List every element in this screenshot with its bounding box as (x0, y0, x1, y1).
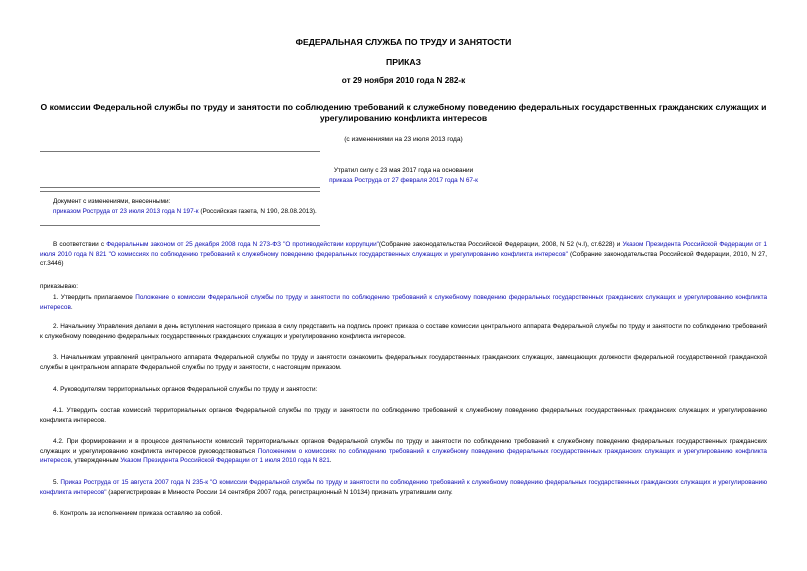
decree-821-link[interactable]: Указом Президента Российской Федерации от 1 июля 2010 года N 821 (120, 457, 330, 465)
amendments-note: (с изменениями на 23 июля 2013 года) (344, 136, 463, 143)
item-1: 1. Утвердить прилагаемое Положение о комиссии Федеральной службы по труду и занятости по соблюдению требований к служебному поведению федеральных государственных гражданских служащих и урегулированию конфликта интересов. (40, 294, 767, 311)
presidential-decree-link[interactable]: Указом Президента Российской Федерации от 1 июля 2010 года N 821 "О комиссиях по соблюдению требований к служебному поведению федеральных государственных служащих и урегулированию конфликта интересов" (40, 241, 767, 258)
federal-law-link[interactable]: Федеральным законом от 25 декабря 2008 года N 273-ФЗ "О противодействии коррупции" (106, 241, 379, 248)
divider (40, 225, 320, 226)
item-3: 3. Начальникам управлений центрального аппарата Федеральной службы по труду и занятости ознакомить федеральных государственных гражданских служащих, замещающих должности федеральной государственной гражданской службы в центральном аппарате Федеральной службы по труду и занятости, с настоящим приказом. (40, 354, 767, 371)
agency-name: ФЕДЕРАЛЬНАЯ СЛУЖБА ПО ТРУДУ И ЗАНЯТОСТИ (295, 37, 512, 47)
divider (40, 151, 320, 152)
changes-source: (Российская газета, N 190, 28.08.2013). (198, 207, 317, 215)
divider (40, 187, 320, 188)
document-date-number: от 29 ноября 2010 года N 282-к (341, 76, 466, 85)
item-6: 6. Контроль за исполнением приказа оставляю за собой. (53, 510, 223, 517)
item-5: 5. Приказ Роструда от 15 августа 2007 года N 235-к "О комиссии Федеральной службы по труду и занятости по соблюдению требований к служебному поведению федеральных государственных гражданских служащих и урегулированию конфликта интересов" (зарегистрирован в Минюсте России 14 сентября 2007 года, регистрационный N 10134) признать утратившим силу. (40, 479, 768, 496)
changes-block (53, 197, 317, 216)
repealed-order-link[interactable]: Приказ Роструда от 15 августа 2007 года N 235-к "О комиссии Федеральной службы по труду и занятости по соблюдению требований к служебному поведению федеральных государственных гражданских служащих и урегулированию конфликта интересов" (40, 479, 768, 496)
order-word: приказываю: (40, 283, 78, 290)
document-title: О комиссии Федеральной службы по труду и занятости по соблюдению требований к служебному поведению федеральных государственных гражданских служащих и урегулированию конфликта интересов (40, 102, 767, 123)
status-text: Утратил силу с 23 мая 2017 года на основании (333, 167, 474, 174)
regulations-link[interactable]: Положением о комиссиях по соблюдению требований к служебному поведению федеральных государственных гражданских служащих и урегулированию конфликта интересов (40, 447, 767, 465)
regulation-link[interactable]: Положение о комиссии Федеральной службы по труду и занятости по соблюдению требований к служебному поведению федеральных государственных гражданских служащих и урегулированию конфликта интересов (40, 294, 767, 311)
item-4: 4. Руководителям территориальных органов Федеральной службы по труду и занятости: (53, 386, 318, 393)
status-block (0, 166, 807, 185)
repeal-order-link[interactable]: приказа Роструда от 27 февраля 2017 года N 67-к (329, 176, 478, 184)
changes-intro: Документ с изменениями, внесенными: (53, 198, 171, 205)
amending-order-link[interactable]: приказом Роструда от 23 июля 2013 года N 197-к (53, 207, 199, 215)
item-2: 2. Начальнику Управления делами в день вступления настоящего приказа в силу представить на подпись проект приказа о составе комиссии центрального аппарата Федеральной службы по труду и занятости по соблюдению требований к служебному поведению федеральных государственных гражданских служащих и урегулированию конфликта интересов. (40, 323, 767, 340)
divider (40, 191, 320, 192)
item-4-1: 4.1. Утвердить состав комиссий территориальных органов Федеральной службы по труду и занятости по соблюдению требований к служебному поведению федеральных государственных гражданских служащих и урегулированию конфликта интересов. (40, 407, 767, 424)
preamble: В соответствии с Федеральным законом от 25 декабря 2008 года N 273-ФЗ "О противодействии коррупции"(Собрание законодательства Российской Федерации, 2008, N 52 (ч.I), ст.6228) и Указом Президента Российской Федерации от 1 июля 2010 года N 821 "О комиссиях по соблюдению требований к служебному поведению федеральных государственных служащих и урегулированию конфликта интересов" (Собрание законодательства Российской Федерации, 2010, N 27, ст.3446) (40, 241, 767, 268)
item-4-2: 4.2. При формировании и в процессе деятельности комиссий территориальных органов Федеральной службы по труду и занятости по соблюдению требований к служебному поведению федеральных государственных гражданских служащих и урегулированию конфликта интересов руководствоваться Положением о комиссиях по соблюдению требований к служебному поведению федеральных государственных гражданских служащих и урегулированию конфликта интересов, утвержденным Указом Президента Российской Федерации от 1 июля 2010 года N 821. (40, 438, 767, 465)
document-type: ПРИКАЗ (386, 57, 421, 67)
